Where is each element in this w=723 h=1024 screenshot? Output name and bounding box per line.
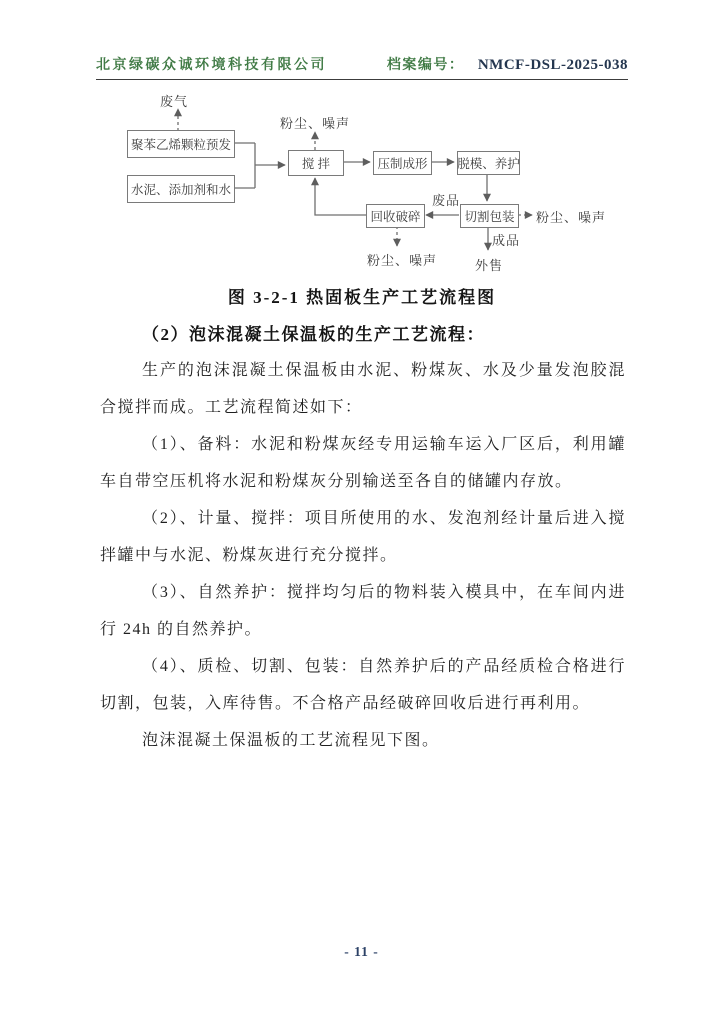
- process-flowchart: [96, 88, 628, 283]
- paragraph-step3: （3）、自然养护：搅拌均匀后的物料装入模具中，在车间内进行 24h 的自然养护。: [100, 584, 626, 638]
- flow-box-demold-cure: 脱模、养护: [457, 151, 520, 175]
- paragraph-step4: （4）、质检、切割、包装：自然养护后的产品经质检合格进行切割，包装，入库待售。不合格产品经破碎回收后进行再利用。: [100, 658, 626, 712]
- flow-box-cement-water: 水泥、添加剂和水: [127, 175, 235, 203]
- body-text: [100, 352, 626, 759]
- flow-box-pre-expand: 聚苯乙烯颗粒预发: [127, 130, 235, 158]
- page-number: - 11 -: [344, 944, 379, 959]
- flow-box-press: 压制成形: [373, 151, 432, 175]
- flow-label-dust-noise-mix: 粉尘、噪声: [280, 116, 351, 131]
- paragraph-outro: 泡沫混凝土保温板的工艺流程见下图。: [142, 732, 440, 749]
- flow-box-recycle-crush: 回收破碎: [366, 204, 425, 228]
- section-heading: （2）泡沫混凝土保温板的生产工艺流程：: [142, 325, 485, 344]
- paragraph-step1: （1）、备料：水泥和粉煤灰经专用运输车运入厂区后，利用罐车自带空压机将水泥和粉煤灰分别输送至各自的储罐内存放。: [100, 436, 626, 490]
- paragraph-intro: 生产的泡沫混凝土保温板由水泥、粉煤灰、水及少量发泡胶混合搅拌而成。工艺流程简述如下：: [100, 362, 626, 416]
- flow-label-scrap: 废品: [432, 193, 461, 208]
- flow-label-dust-noise-cut: 粉尘、噪声: [536, 210, 607, 225]
- connector-recycle-to-mix: [315, 178, 366, 215]
- page-header: [96, 46, 628, 80]
- company-name: 北京绿碳众诚环境科技有限公司: [96, 58, 327, 73]
- flow-label-finished: 成品: [492, 233, 521, 248]
- archive-label: 档案编号：: [386, 58, 465, 73]
- figure-caption: 图 3-2-1 热固板生产工艺流程图: [227, 288, 497, 307]
- paragraph-step2: （2）、计量、搅拌：项目所使用的水、发泡剂经计量后进入搅拌罐中与水泥、粉煤灰进行充分搅拌。: [100, 510, 626, 564]
- flow-box-mix: 搅 拌: [288, 150, 344, 176]
- flow-label-sale: 外售: [475, 258, 504, 273]
- flow-label-waste-gas: 废气: [160, 94, 189, 109]
- archive-number: [387, 54, 628, 74]
- archive-value: NMCF-DSL-2025-038: [477, 57, 628, 73]
- flow-box-cut-pack: 切割包装: [460, 204, 519, 228]
- flow-label-dust-noise-recycle: 粉尘、噪声: [367, 253, 438, 268]
